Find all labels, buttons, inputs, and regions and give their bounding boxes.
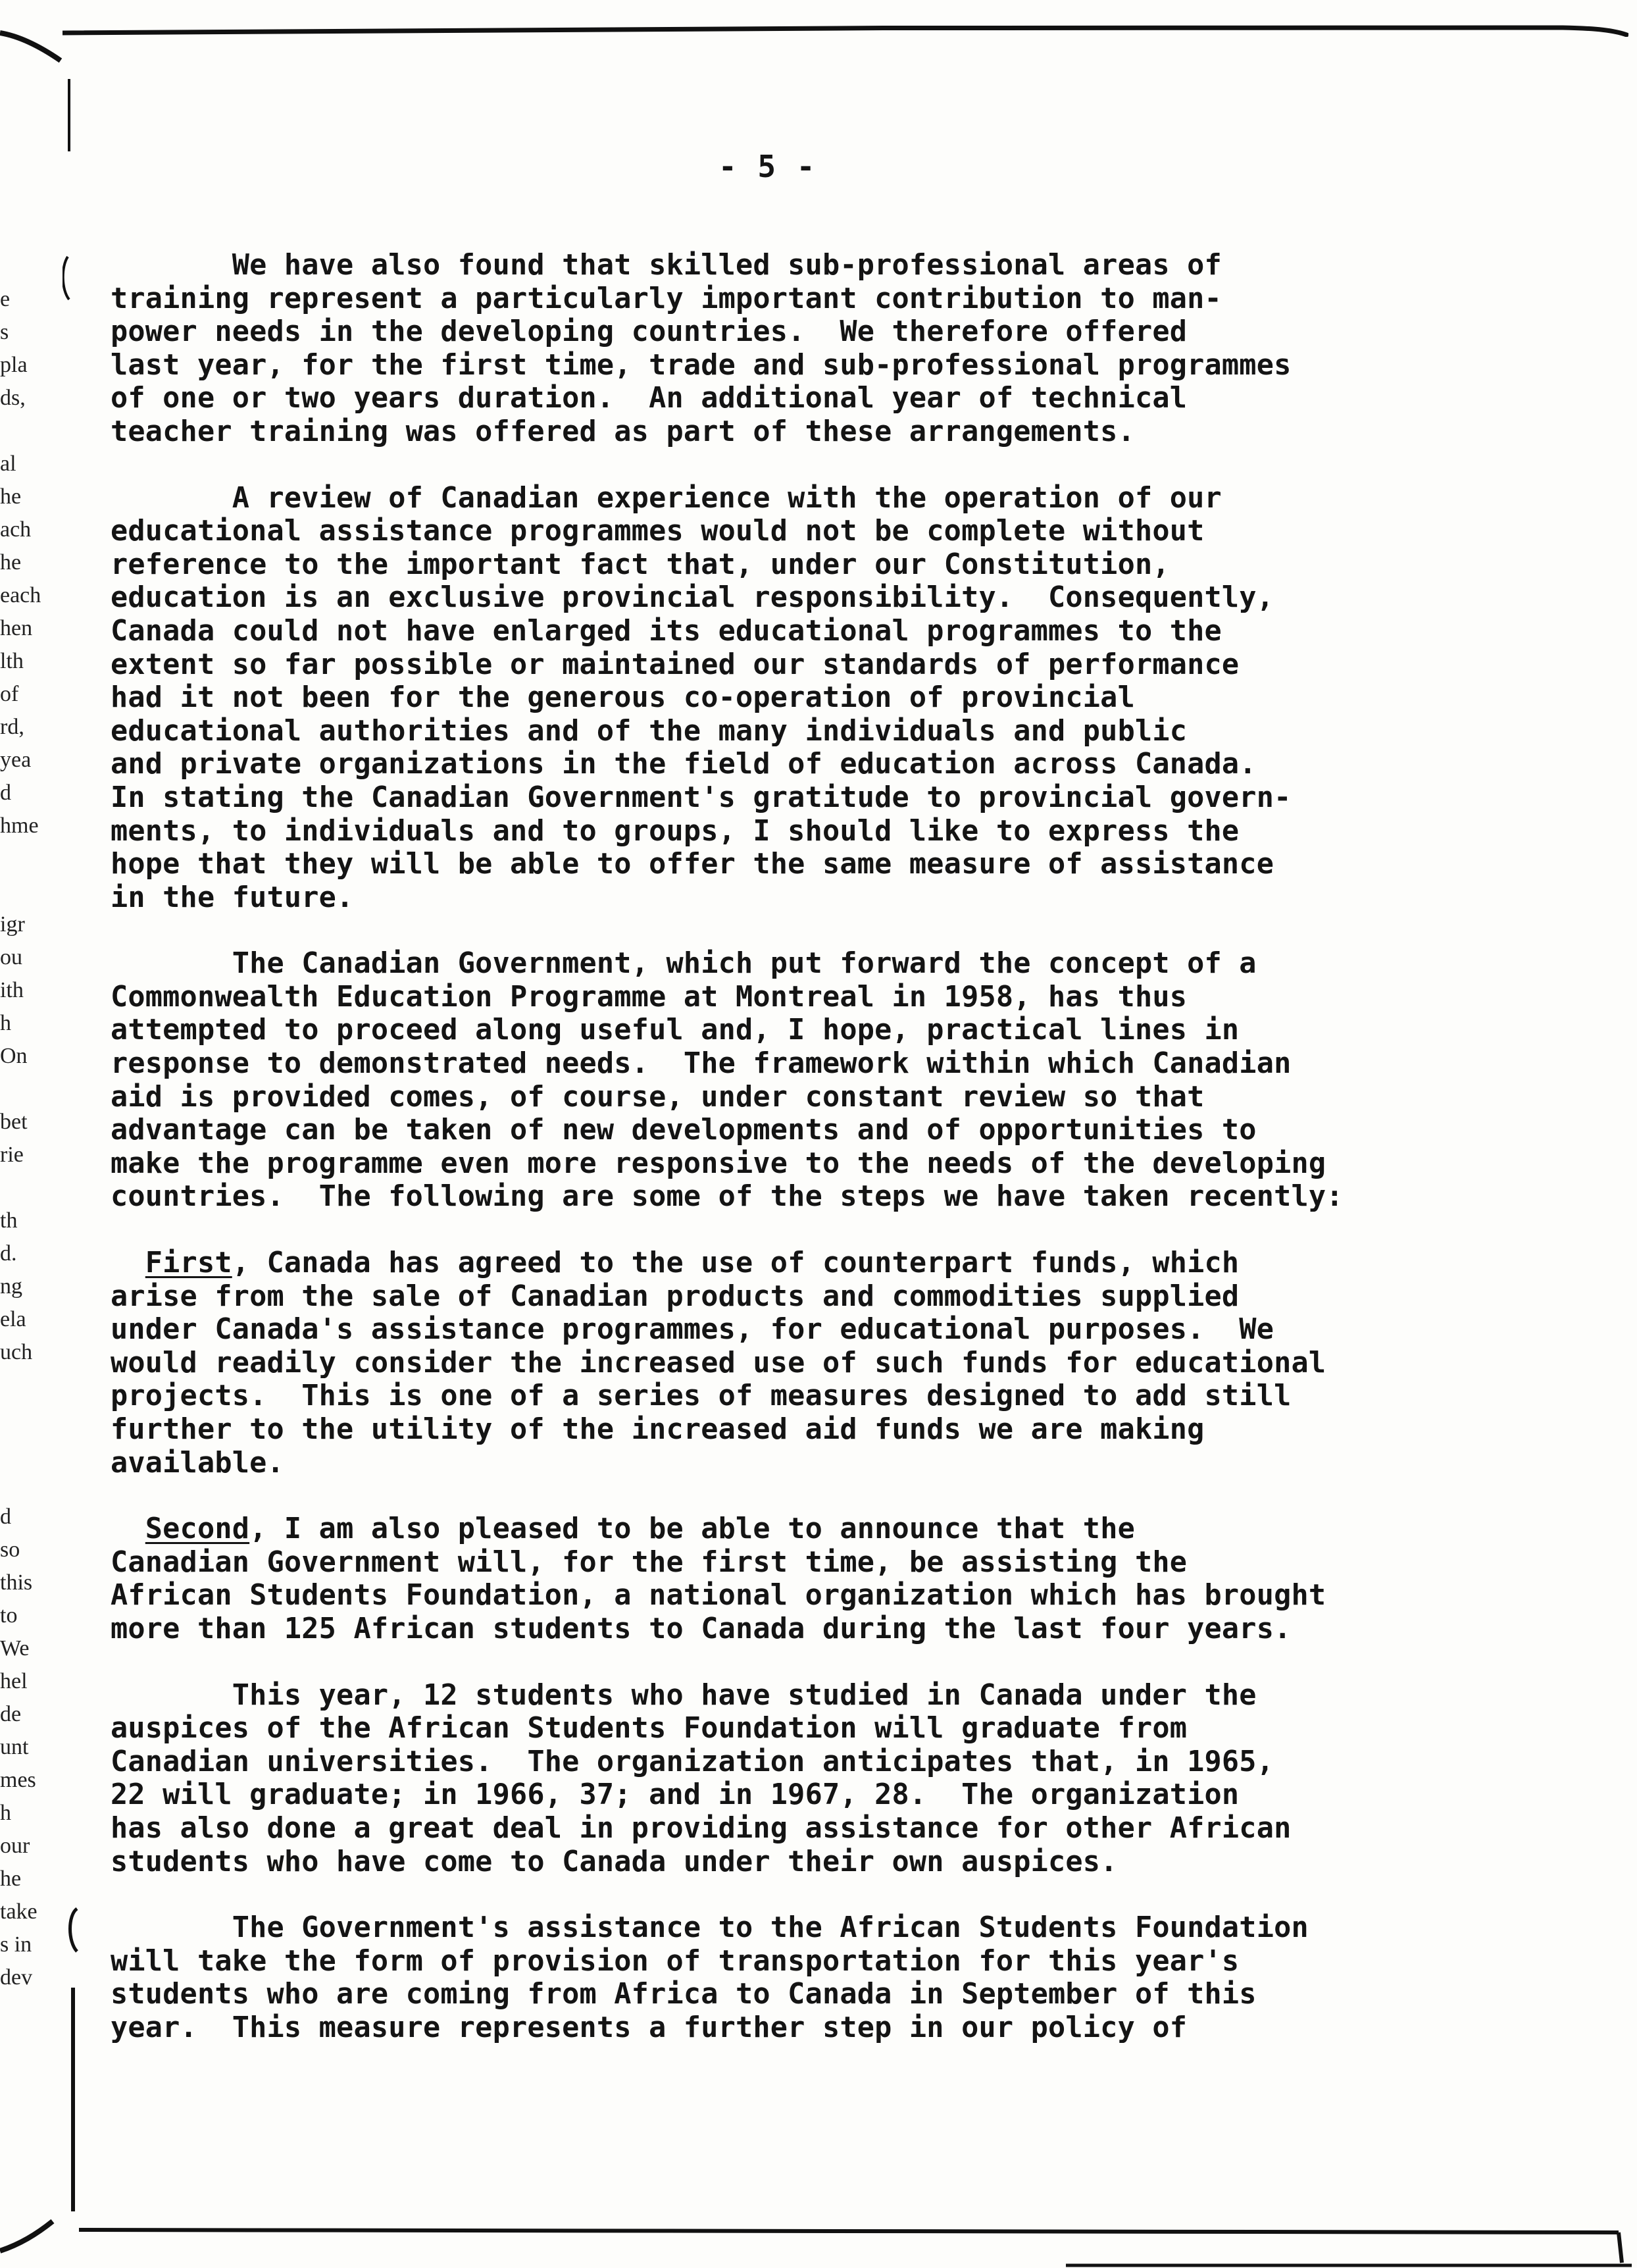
text-line: under Canada's assistance programmes, for educational purposes. We <box>111 1313 1274 1347</box>
text-line: A review of Canadian experience with the operation of our <box>111 481 1222 515</box>
edge-fragment <box>0 842 66 875</box>
text-line: further to the utility of the increased aid funds we are making <box>111 1413 1205 1446</box>
text-line: will take the form of provision of transportation for this year's <box>111 1944 1240 1978</box>
page-number: - 5 - <box>718 149 817 184</box>
paragraph <box>111 249 1578 449</box>
text-line: year. This measure represents a further step in our policy of <box>111 2011 1188 2044</box>
text-line: attempted to proceed along useful and, I hope, practical lines in <box>111 1014 1240 1047</box>
text-line: training represent a particularly important contribution to man- <box>111 282 1222 315</box>
text-line: Commonwealth Education Programme at Montreal in 1958, has thus <box>111 980 1188 1014</box>
text-line: has also done a great deal in providing assistance for other African <box>111 1811 1292 1845</box>
edge-fragment: ith <box>0 978 24 1002</box>
text-line: advantage can be taken of new developments and of opportunities to <box>111 1114 1257 1147</box>
text-line: arise from the sale of Canadian products and commodities supplied <box>111 1279 1240 1313</box>
edge-fragment <box>0 1468 66 1501</box>
text-line: auspices of the African Students Foundation will graduate from <box>111 1712 1188 1745</box>
text-line: response to demonstrated needs. The framework within which Canadian <box>111 1047 1292 1081</box>
text-line: more than 125 African students to Canada during the last four years. <box>111 1612 1292 1645</box>
edge-fragment: hme <box>0 813 39 838</box>
text-line: aid is provided comes, of course, under constant review so that <box>111 1080 1205 1114</box>
edge-fragment: to <box>0 1603 18 1628</box>
edge-fragment: s in <box>0 1932 32 1957</box>
text-line: in the future. <box>111 881 354 914</box>
text-line: 22 will graduate; in 1966, 37; and in 1967, 28. The organization <box>111 1778 1240 1812</box>
edge-fragment: h <box>0 1801 11 1825</box>
text-line <box>111 1247 1578 1280</box>
margin-rule <box>63 79 82 2218</box>
text-line: Canadian universities. The organization anticipates that, in 1965, <box>111 1745 1274 1778</box>
edge-fragment: ach <box>0 517 32 542</box>
bottom-rule <box>79 2223 1632 2268</box>
edge-fragment: s <box>0 320 9 344</box>
edge-fragment: We <box>0 1636 30 1661</box>
edge-fragment: ela <box>0 1307 26 1331</box>
text-line: Canadian Government will, for the first time, be assisting the <box>111 1545 1188 1579</box>
edge-fragment: unt <box>0 1735 29 1759</box>
edge-fragment: he <box>0 484 22 509</box>
paragraph <box>111 1247 1578 1480</box>
edge-fragment: ou <box>0 945 22 969</box>
text-line: Canada could not have enlarged its educational programmes to the <box>111 614 1222 648</box>
text-line: African Students Foundation, a national organization which has brought <box>111 1579 1326 1612</box>
edge-fragment: ds, <box>0 386 26 410</box>
edge-fragment: de <box>0 1702 22 1726</box>
edge-fragment: rie <box>0 1143 24 1167</box>
text-line: had it not been for the generous co-operation of provincial <box>111 681 1135 715</box>
edge-fragment: On <box>0 1044 28 1068</box>
facing-page-fragments <box>0 283 66 1994</box>
edge-fragment: d. <box>0 1241 17 1266</box>
edge-fragment: dev <box>0 1965 33 1990</box>
line-text: , Canada has agreed to the use of counterpart funds, which <box>232 1247 1240 1280</box>
top-rule <box>63 20 1628 37</box>
paragraph <box>111 1679 1578 1879</box>
edge-fragment: so <box>0 1537 20 1562</box>
text-line: reference to the important fact that, under our Constitution, <box>111 548 1170 581</box>
text-line: last year, for the first time, trade and sub-professional programmes <box>111 348 1292 382</box>
text-line: education is an exclusive provincial responsibility. Consequently, <box>111 581 1274 615</box>
edge-fragment: he <box>0 550 22 575</box>
text-line: would readily consider the increased use of such funds for educational <box>111 1346 1326 1379</box>
edge-fragment: hen <box>0 616 33 640</box>
lead-word: First <box>145 1247 232 1280</box>
text-line: educational authorities and of the many individuals and public <box>111 714 1188 748</box>
line-text: , I am also pleased to be able to announce that the <box>249 1512 1135 1546</box>
text-line: educational assistance programmes would not be complete without <box>111 515 1205 548</box>
edge-fragment: th <box>0 1208 18 1233</box>
text-line: This year, 12 students who have studied in Canada under the <box>111 1678 1257 1712</box>
lead-word: Second <box>145 1512 250 1546</box>
edge-fragment: mes <box>0 1768 36 1792</box>
edge-fragment: rd, <box>0 715 24 739</box>
text-line: projects. This is one of a series of measures designed to add still <box>111 1379 1292 1413</box>
edge-fragment: ng <box>0 1274 22 1299</box>
text-line: teacher training was offered as part of these arrangements. <box>111 415 1135 448</box>
paragraph <box>111 482 1578 915</box>
text-line: of one or two years duration. An additional year of technical <box>111 382 1188 415</box>
text-line: countries. The following are some of the steps we have taken recently: <box>111 1180 1344 1214</box>
edge-fragment: take <box>0 1899 38 1924</box>
edge-fragment: d <box>0 781 11 805</box>
text-line: In stating the Canadian Government's gratitude to provincial govern- <box>111 781 1292 814</box>
text-line: make the programme even more responsive to the needs of the developing <box>111 1147 1326 1180</box>
edge-fragment: each <box>0 583 41 607</box>
text-line: available. <box>111 1446 284 1480</box>
text-line: The Canadian Government, which put forward the concept of a <box>111 947 1257 981</box>
edge-fragment: hel <box>0 1669 28 1693</box>
text-line: hope that they will be able to offer the same measure of assistance <box>111 848 1274 881</box>
edge-fragment: lth <box>0 649 24 673</box>
text-line: students who are coming from Africa to Canada in September of this <box>111 1978 1257 2011</box>
edge-fragment <box>0 1369 66 1402</box>
text-line: students who have come to Canada under their own auspices. <box>111 1845 1118 1878</box>
edge-fragment <box>0 415 66 448</box>
text-line: We have also found that skilled sub-professional areas of <box>111 249 1222 282</box>
text-line <box>111 1512 1578 1546</box>
edge-fragment: al <box>0 451 16 476</box>
edge-fragment: e <box>0 287 11 311</box>
paragraph <box>111 947 1578 1214</box>
edge-fragment: of <box>0 682 19 706</box>
paragraph <box>111 1911 1578 2044</box>
edge-fragment: he <box>0 1867 22 1891</box>
edge-fragment: h <box>0 1011 11 1035</box>
edge-fragment: igr <box>0 912 25 937</box>
edge-fragment: pla <box>0 353 28 377</box>
document-body <box>111 249 1578 2045</box>
edge-fragment: uch <box>0 1340 33 1364</box>
text-line: power needs in the developing countries. We therefore offered <box>111 315 1188 349</box>
edge-fragment: our <box>0 1834 30 1858</box>
text-line: ments, to individuals and to groups, I should like to express the <box>111 814 1240 848</box>
edge-fragment <box>0 1435 66 1468</box>
edge-fragment: d <box>0 1505 11 1529</box>
edge-fragment: bet <box>0 1110 28 1134</box>
paragraph <box>111 1512 1578 1645</box>
text-line: extent so far possible or maintained our standards of performance <box>111 648 1240 681</box>
edge-fragment <box>0 1172 66 1204</box>
edge-fragment <box>0 1402 66 1435</box>
edge-fragment <box>0 875 66 908</box>
edge-fragment: this <box>0 1570 33 1595</box>
text-line: The Government's assistance to the African Students Foundation <box>111 1911 1309 1945</box>
edge-fragment: yea <box>0 748 32 772</box>
text-line: and private organizations in the field of education across Canada. <box>111 748 1257 781</box>
edge-fragment <box>0 1073 66 1106</box>
